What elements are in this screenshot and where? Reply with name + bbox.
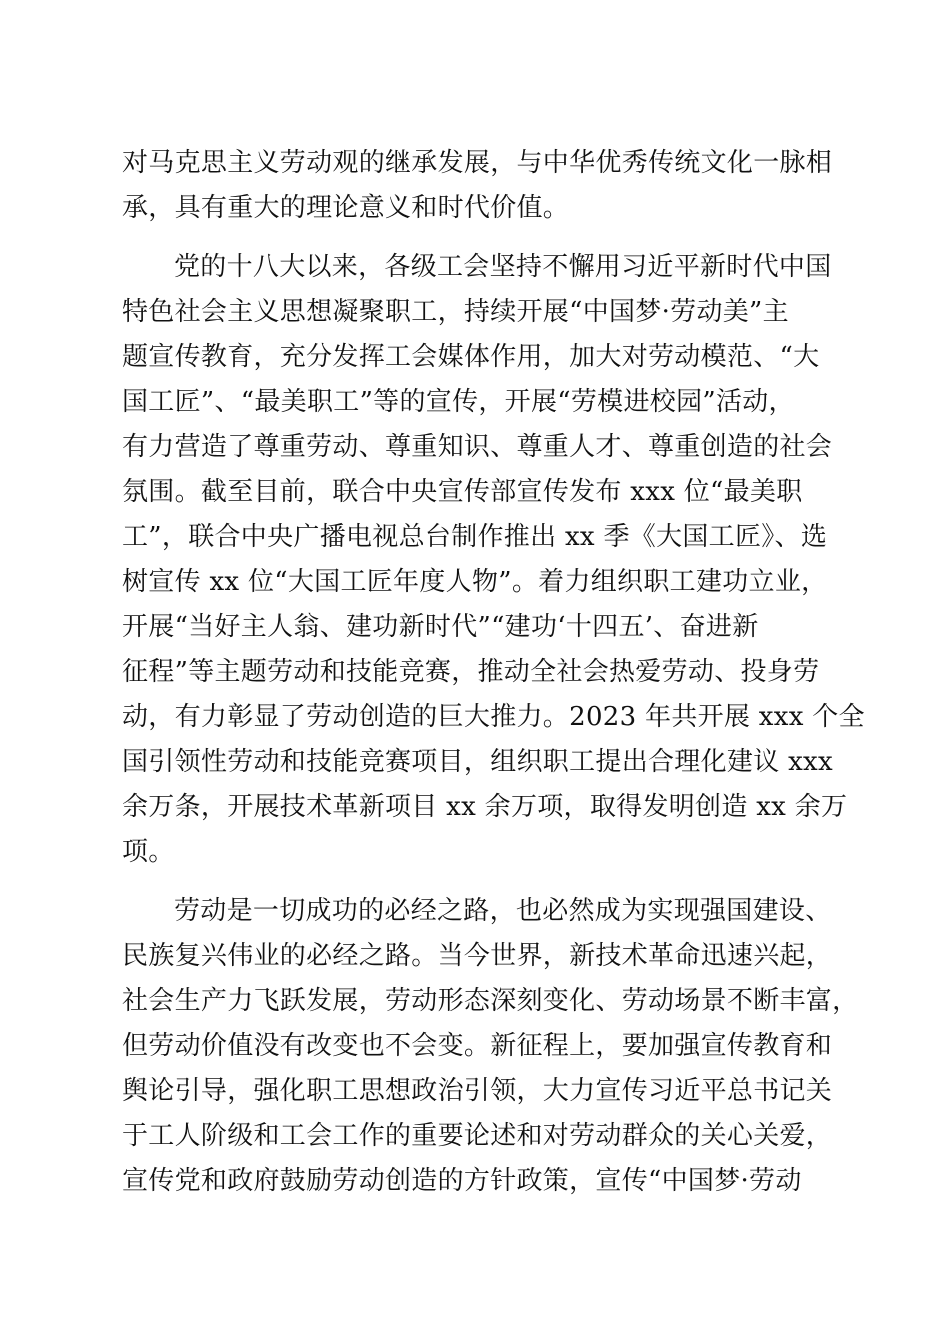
paragraph-line: 民族复兴伟业的必经之路。当今世界，新技术革命迅速兴起， [122,941,833,971]
paragraph-line: 氛围。截至目前，联合中央宣传部宣传发布 xxx 位“最美职 [122,477,803,507]
paragraph-line: 对马克思主义劳动观的继承发展，与中华优秀传统文化一脉相 [122,148,833,178]
paragraph-line: 特色社会主义思想凝聚职工，持续开展“中国梦·劳动美”主 [122,297,789,327]
paragraph-line: 党的十八大以来，各级工会坚持不懈用习近平新时代中国 [174,252,832,282]
document-body [122,141,865,1204]
paragraph-1 [122,141,842,231]
paragraph-3 [122,889,859,1204]
paragraph-line: 开展“当好主人翁、建功新时代”“建功‘十四五’、奋进新 [122,612,759,642]
paragraph-line: 征程”等主题劳动和技能竞赛，推动全社会热爱劳动、投身劳 [122,657,820,687]
paragraph-line: 动，有力彰显了劳动创造的巨大推力。2023 年共开展 xxx 个全 [122,702,865,732]
paragraph-line: 国工匠”、“最美职工”等的宣传，开展“劳模进校园”活动， [122,387,795,417]
paragraph-line: 舆论引导，强化职工思想政治引领，大力宣传习近平总书记关 [122,1076,833,1106]
paragraph-line: 题宣传教育，充分发挥工会媒体作用，加大对劳动模范、“大 [122,342,820,372]
paragraph-spacing [122,231,842,245]
paragraph-spacing [122,875,842,889]
paragraph-line: 国引领性劳动和技能竞赛项目，组织职工提出合理化建议 xxx [122,747,833,777]
paragraph-line: 树宣传 xx 位“大国工匠年度人物”。着力组织职工建功立业， [122,567,828,597]
paragraph-2 [122,245,865,875]
paragraph-line: 余万条，开展技术革新项目 xx 余万项，取得发明创造 xx 余万 [122,792,848,822]
paragraph-line: 于工人阶级和工会工作的重要论述和对劳动群众的关心关爱， [122,1121,833,1151]
paragraph-line: 社会生产力飞跃发展，劳动形态深刻变化、劳动场景不断丰富， [122,986,859,1016]
paragraph-line: 项。 [122,837,175,867]
paragraph-line: 劳动是一切成功的必经之路，也必然成为实现强国建设、 [174,896,832,926]
paragraph-line: 但劳动价值没有改变也不会变。新征程上，要加强宣传教育和 [122,1031,833,1061]
paragraph-line: 宣传党和政府鼓励劳动创造的方针政策，宣传“中国梦·劳动 [122,1166,802,1196]
paragraph-line: 承，具有重大的理论意义和时代价值。 [122,193,570,223]
paragraph-line: 工”，联合中央广播电视总台制作推出 xx 季《大国工匠》、选 [122,522,828,552]
paragraph-line: 有力营造了尊重劳动、尊重知识、尊重人才、尊重创造的社会 [122,432,833,462]
